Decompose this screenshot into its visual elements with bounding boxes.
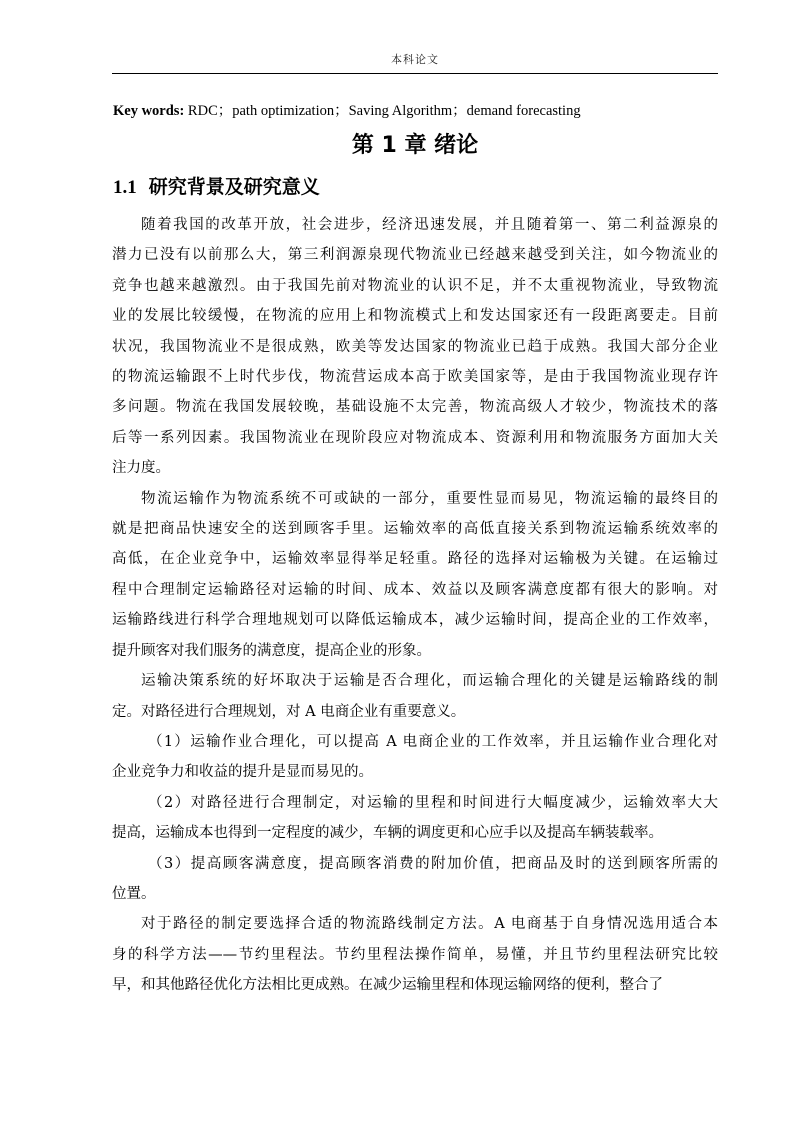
- text-line: 提升顾客对我们服务的满意度，提高企业的形象。: [112, 642, 431, 659]
- section-title: 研究背景及研究意义: [148, 176, 320, 198]
- chapter-title: 第 1 章 绪论: [351, 133, 479, 158]
- text-line: 就是把商品快速安全的送到顾客手里。运输效率的高低直接关系到物流运输系统效率的: [112, 521, 718, 538]
- text-line: 竞争也越来越激烈。由于我国先前对物流业的认识不足，并不太重视物流业，导致物流: [112, 277, 718, 294]
- body-paragraph: [112, 909, 718, 1000]
- text-line: 多问题。物流在我国发展较晚，基础设施不太完善，物流高级人才较少，物流技术的落: [112, 399, 718, 416]
- text-line: （2）对路径进行合理制定，对运输的里程和时间进行大幅度减少，运输效率大大: [148, 794, 718, 811]
- section-number: 1.1: [113, 177, 137, 198]
- keywords-line: [113, 101, 733, 121]
- body-paragraph: [112, 484, 718, 666]
- text-line: 物流运输作为物流系统不可或缺的一部分，重要性显而易见，物流运输的最终目的: [141, 490, 718, 507]
- text-line: 注力度。: [112, 460, 170, 477]
- keywords-label: Key words:: [113, 103, 185, 119]
- running-head: 本科论文: [391, 53, 439, 66]
- text-line: 运输决策系统的好坏取决于运输是否合理化，而运输合理化的关键是运输路线的制: [141, 673, 718, 690]
- text-line: 的物流运输跟不上时代步伐，物流营运成本高于欧美国家等，是由于我国物流业现存许: [112, 369, 718, 386]
- text-line: 位置。: [112, 885, 156, 902]
- text-line: 状况，我国物流业不是很成熟，欧美等发达国家的物流业已趋于成熟。我国大部分企业: [112, 338, 718, 355]
- text-line: 后等一系列因素。我国物流业在现阶段应对物流成本、资源利用和物流服务方面加大关: [112, 429, 718, 446]
- header-rule: [112, 73, 718, 74]
- text-line: （3）提高顾客满意度，提高顾客消费的附加价值，把商品及时的送到顾客所需的: [148, 855, 718, 872]
- body-paragraph: [112, 666, 718, 727]
- body-paragraph: [112, 210, 718, 484]
- text-line: 企业竞争力和收益的提升是显而易见的。: [112, 764, 373, 781]
- list-item-paragraph: [112, 849, 718, 910]
- text-line: 对于路径的制定要选择合适的物流路线制定方法。A 电商基于自身情况选用适合本: [141, 916, 718, 933]
- text-line: 早，和其他路径优化方法相比更成熟。在减少运输里程和体现运输网络的便利，整合了: [112, 977, 663, 994]
- text-line: 潜力已没有以前那么大，第三利润源泉现代物流业已经越来越受到关注，如今物流业的: [112, 247, 718, 264]
- body-text: [112, 210, 718, 1001]
- text-line: 程中合理制定运输路径对运输的时间、成本、效益以及顾客满意度都有很大的影响。对: [112, 581, 718, 598]
- text-line: 业的发展比较缓慢，在物流的应用上和物流模式上和发达国家还有一段距离要走。目前: [112, 308, 718, 325]
- list-item-paragraph: [112, 788, 718, 849]
- text-line: 提高，运输成本也得到一定程度的减少，车辆的调度更和心应手以及提高车辆装载率。: [112, 825, 663, 842]
- text-line: 运输路线进行科学合理地规划可以降低运输成本，减少运输时间，提高企业的工作效率，: [112, 612, 718, 629]
- text-line: （1）运输作业合理化，可以提高 A 电商企业的工作效率，并且运输作业合理化对: [148, 733, 718, 750]
- text-line: 定。对路径进行合理规划，对 A 电商企业有重要意义。: [112, 703, 466, 720]
- keywords-text: RDC；path optimization；Saving Algorithm；demand forecasting: [184, 103, 581, 119]
- list-item-paragraph: [112, 727, 718, 788]
- text-line: 身的科学方法——节约里程法。节约里程法操作简单，易懂，并且节约里程法研究比较: [112, 946, 718, 963]
- text-line: 高低，在企业竞争中，运输效率显得举足轻重。路径的选择对运输极为关键。在运输过: [112, 551, 718, 568]
- section-heading: [113, 173, 719, 202]
- text-line: 随着我国的改革开放，社会进步，经济迅速发展，并且随着第一、第二利益源泉的: [141, 217, 718, 233]
